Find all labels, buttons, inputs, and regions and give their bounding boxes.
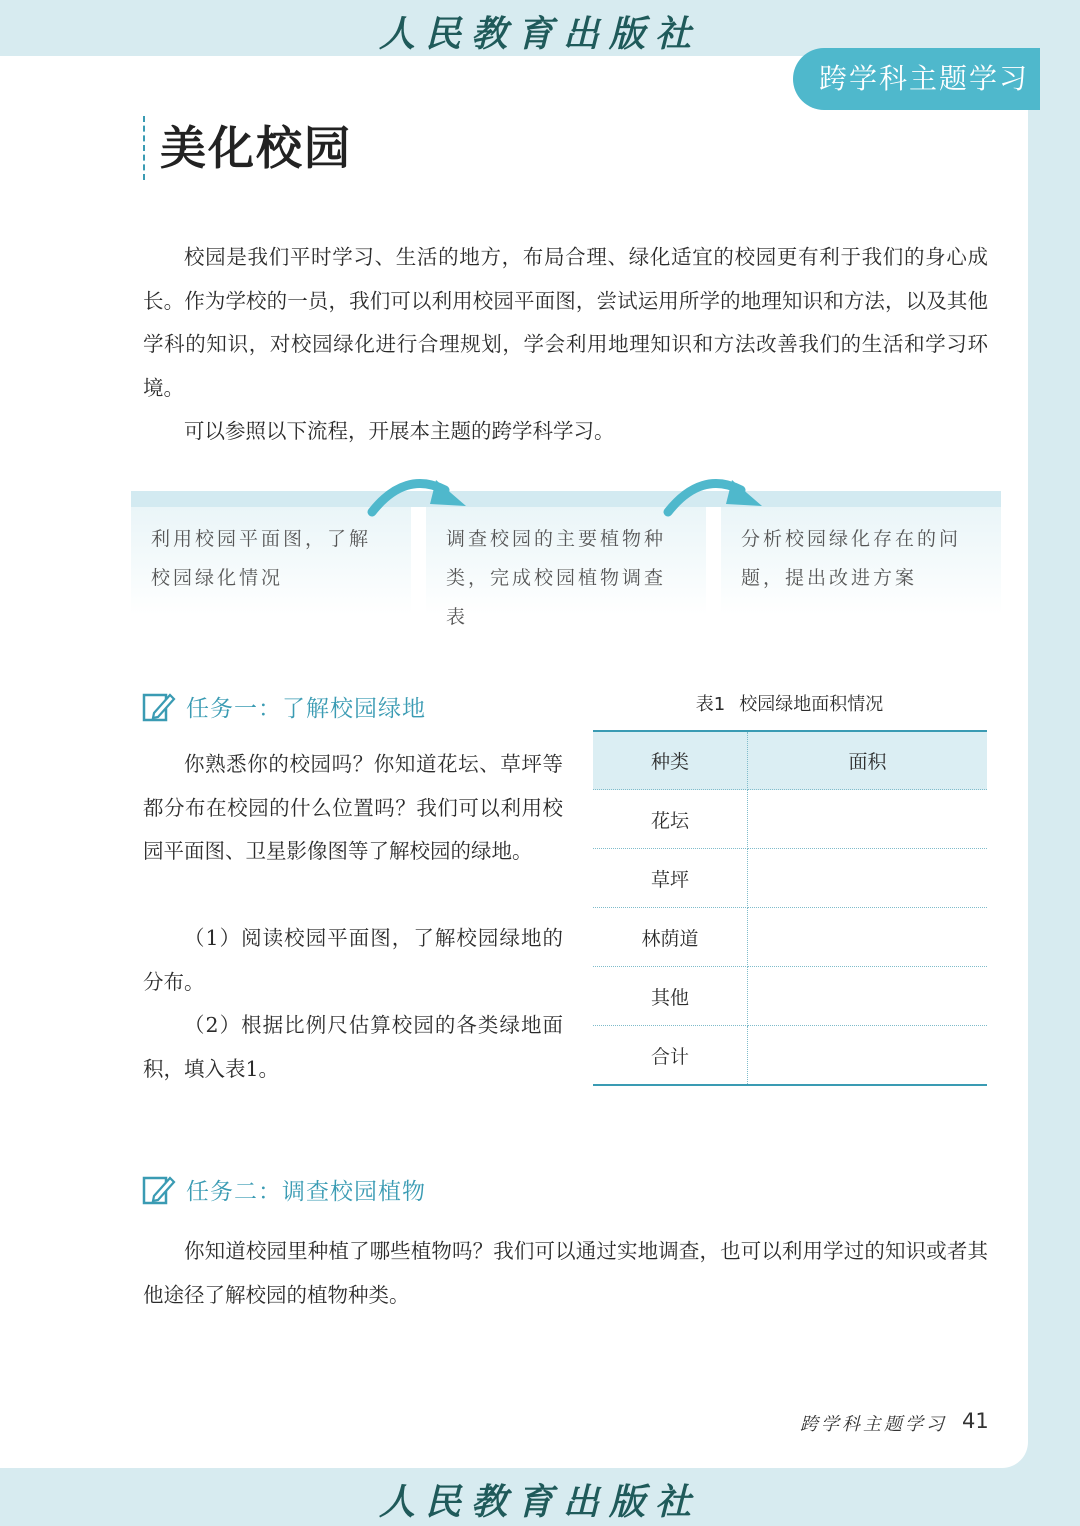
table-cell-area[interactable] <box>748 1026 988 1086</box>
table-cell-type: 草坪 <box>593 849 748 908</box>
flow-step-2: 调查校园的主要植物种类，完成校园植物调查表 <box>426 507 706 615</box>
footer-section-label: 跨学科主题学习 <box>800 1414 947 1435</box>
intro-paragraph-2: 可以参照以下流程，开展本主题的跨学科学习。 <box>184 419 615 443</box>
table-cell-type: 林荫道 <box>593 908 748 967</box>
table-row <box>593 967 987 1026</box>
task1-paragraph-3: （2）根据比例尺估算校园的各类绿地面积，填入表1。 <box>143 1013 563 1081</box>
table1-number: 表1 <box>695 694 726 715</box>
task1-paragraph-2: （1）阅读校园平面图，了解校园绿地的分布。 <box>143 926 563 994</box>
task1-paragraph-1: 你熟悉你的校园吗？你知道花坛、草坪等都分布在校园的什么位置吗？我们可以利用校园平面图、卫星影像图等了解校园的绿地。 <box>143 752 563 863</box>
flow-step-3: 分析校园绿化存在的问题，提出改进方案 <box>721 507 1001 615</box>
table-cell-type: 花坛 <box>593 790 748 849</box>
table-cell-type: 合计 <box>593 1026 748 1086</box>
task1-heading: 任务一：了解校园绿地 <box>186 696 426 722</box>
task-edit-icon <box>142 691 176 723</box>
flow-step-1: 利用校园平面图，了解校园绿化情况 <box>131 507 411 615</box>
publisher-logo-top: 人民教育出版社 <box>378 13 701 55</box>
table-row <box>593 849 987 908</box>
task-edit-icon <box>142 1174 176 1206</box>
table-cell-area[interactable] <box>748 790 988 849</box>
table-row <box>593 908 987 967</box>
page-title: 美化校园 <box>160 121 352 175</box>
page-number: 41 <box>962 1409 989 1433</box>
task2-heading: 任务二：调查校园植物 <box>186 1179 426 1205</box>
table-header-type: 种类 <box>593 731 748 790</box>
table-row <box>593 790 987 849</box>
flow-top-strip <box>131 491 1001 507</box>
table-row <box>593 1026 987 1086</box>
table1-title: 校园绿地面积情况 <box>739 694 884 715</box>
table-cell-area[interactable] <box>748 908 988 967</box>
publisher-logo-bottom: 人民教育出版社 <box>378 1481 701 1523</box>
table-cell-type: 其他 <box>593 967 748 1026</box>
task2-paragraph-1: 你知道校园里种植了哪些植物吗？我们可以通过实地调查，也可以利用学过的知识或者其他途径了解校园的植物种类。 <box>143 1239 988 1307</box>
title-accent-bar <box>143 116 145 180</box>
table-cell-area[interactable] <box>748 849 988 908</box>
intro-paragraph-1: 校园是我们平时学习、生活的地方，布局合理、绿化适宜的校园更有利于我们的身心成长。作为学校的一员，我们可以利用校园平面图，尝试运用所学的地理知识和方法，以及其他学科的知识，对校园绿化进行合理规划，学会利用地理知识和方法改善我们的生活和学习环境。 <box>143 245 988 400</box>
section-tag: 跨学科主题学习 <box>793 48 1040 110</box>
table-cell-area[interactable] <box>748 967 988 1026</box>
table-header-row <box>593 731 987 790</box>
table1-caption <box>593 690 986 716</box>
table-header-area: 面积 <box>748 731 988 790</box>
green-area-table <box>593 730 987 1086</box>
